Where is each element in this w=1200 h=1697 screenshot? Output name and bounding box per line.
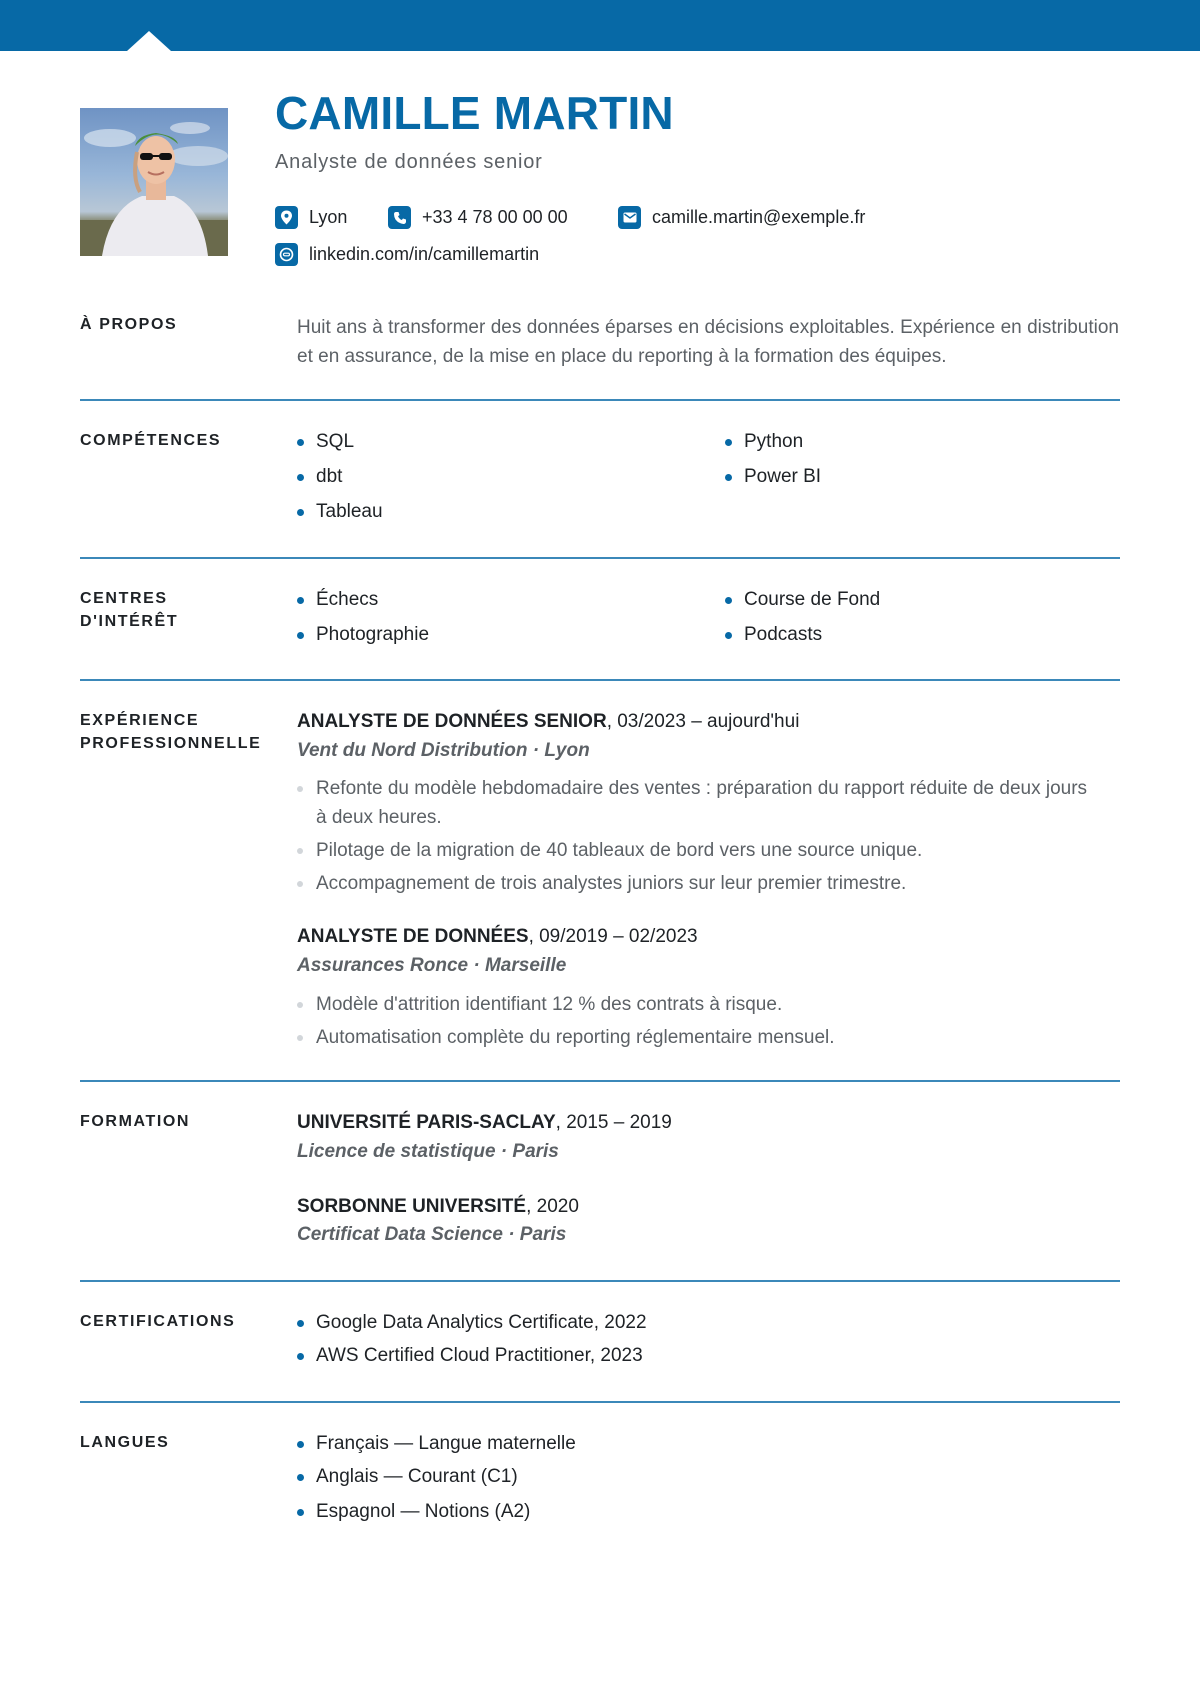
skill-item: Power BI xyxy=(725,466,821,488)
job-company: Assurances Ronce · Marseille xyxy=(297,955,567,976)
section-divider xyxy=(80,1401,1120,1403)
skill-item: Python xyxy=(725,431,803,453)
education-degree: Certificat Data Science · Paris xyxy=(297,1224,567,1245)
map-pin-icon xyxy=(275,206,298,229)
section-divider xyxy=(80,1080,1120,1082)
contact-email[interactable] xyxy=(618,206,865,229)
link-icon xyxy=(275,243,298,266)
section-divider xyxy=(80,557,1120,559)
language-item: Anglais — Courant (C1) xyxy=(297,1466,518,1488)
skill-item: Tableau xyxy=(297,501,383,523)
profile-photo-illustration xyxy=(80,108,228,256)
job-title: ANALYSTE DE DONNÉES SENIOR, 03/2023 – aujourd'hui xyxy=(297,711,800,732)
certification-item: AWS Certified Cloud Practitioner, 2023 xyxy=(297,1345,643,1367)
education-heading: FORMATION xyxy=(80,1113,191,1130)
experience-heading: EXPÉRIENCE PROFESSIONNELLE xyxy=(80,712,262,752)
interest-item: Course de Fond xyxy=(725,589,880,611)
certification-item: Google Data Analytics Certificate, 2022 xyxy=(297,1312,647,1334)
job-bullet: Automatisation complète du reporting réglementaire mensuel. xyxy=(297,1023,1097,1052)
education-degree: Licence de statistique · Paris xyxy=(297,1141,559,1162)
skills-heading: COMPÉTENCES xyxy=(80,432,222,449)
phone-icon xyxy=(388,206,411,229)
languages-heading: LANGUES xyxy=(80,1434,170,1451)
about-heading: À PROPOS xyxy=(80,316,178,333)
job-bullet: Modèle d'attrition identifiant 12 % des contrats à risque. xyxy=(297,990,1097,1019)
job-title: ANALYSTE DE DONNÉES, 09/2019 – 02/2023 xyxy=(297,926,698,947)
candidate-title: Analyste de données senior xyxy=(275,151,543,173)
skill-item: dbt xyxy=(297,466,342,488)
job-bullet: Refonte du modèle hebdomadaire des ventes : préparation du rapport réduite de deux jours à deux heures. xyxy=(297,774,1097,832)
job-bullet: Accompagnement de trois analystes juniors sur leur premier trimestre. xyxy=(297,869,1097,898)
section-divider xyxy=(80,399,1120,401)
job-company: Vent du Nord Distribution · Lyon xyxy=(297,740,590,761)
interest-item: Échecs xyxy=(297,589,378,611)
email-text: camille.martin@exemple.fr xyxy=(652,207,866,227)
interests-heading: CENTRES D'INTÉRÊT xyxy=(80,590,179,630)
contact-phone[interactable] xyxy=(388,206,568,229)
education-school: UNIVERSITÉ PARIS-SACLAY, 2015 – 2019 xyxy=(297,1112,672,1133)
candidate-name: CAMILLE MARTIN xyxy=(275,87,674,139)
profile-photo xyxy=(80,108,228,256)
contact-linkedin[interactable] xyxy=(275,243,539,266)
linkedin-text: linkedin.com/in/camillemartin xyxy=(309,244,540,264)
job-bullet: Pilotage de la migration de 40 tableaux de bord vers une source unique. xyxy=(297,836,1097,865)
contact-location xyxy=(275,206,347,229)
language-item: Français — Langue maternelle xyxy=(297,1433,576,1455)
skill-item: SQL xyxy=(297,431,354,453)
about-text: Huit ans à transformer des données éparses en décisions exploitables. Expérience en distribution et en assurance, de la mise en place du reporting à la formation des équipes. xyxy=(297,317,1119,367)
top-banner xyxy=(0,0,1200,51)
interest-item: Podcasts xyxy=(725,624,822,646)
location-text: Lyon xyxy=(309,207,348,227)
banner-notch xyxy=(127,31,171,51)
phone-text: +33 4 78 00 00 00 xyxy=(422,207,568,227)
education-school: SORBONNE UNIVERSITÉ, 2020 xyxy=(297,1196,579,1217)
section-divider xyxy=(80,1280,1120,1282)
certifications-heading: CERTIFICATIONS xyxy=(80,1313,236,1330)
language-item: Espagnol — Notions (A2) xyxy=(297,1501,530,1523)
envelope-icon xyxy=(618,206,641,229)
section-divider xyxy=(80,679,1120,681)
interest-item: Photographie xyxy=(297,624,429,646)
